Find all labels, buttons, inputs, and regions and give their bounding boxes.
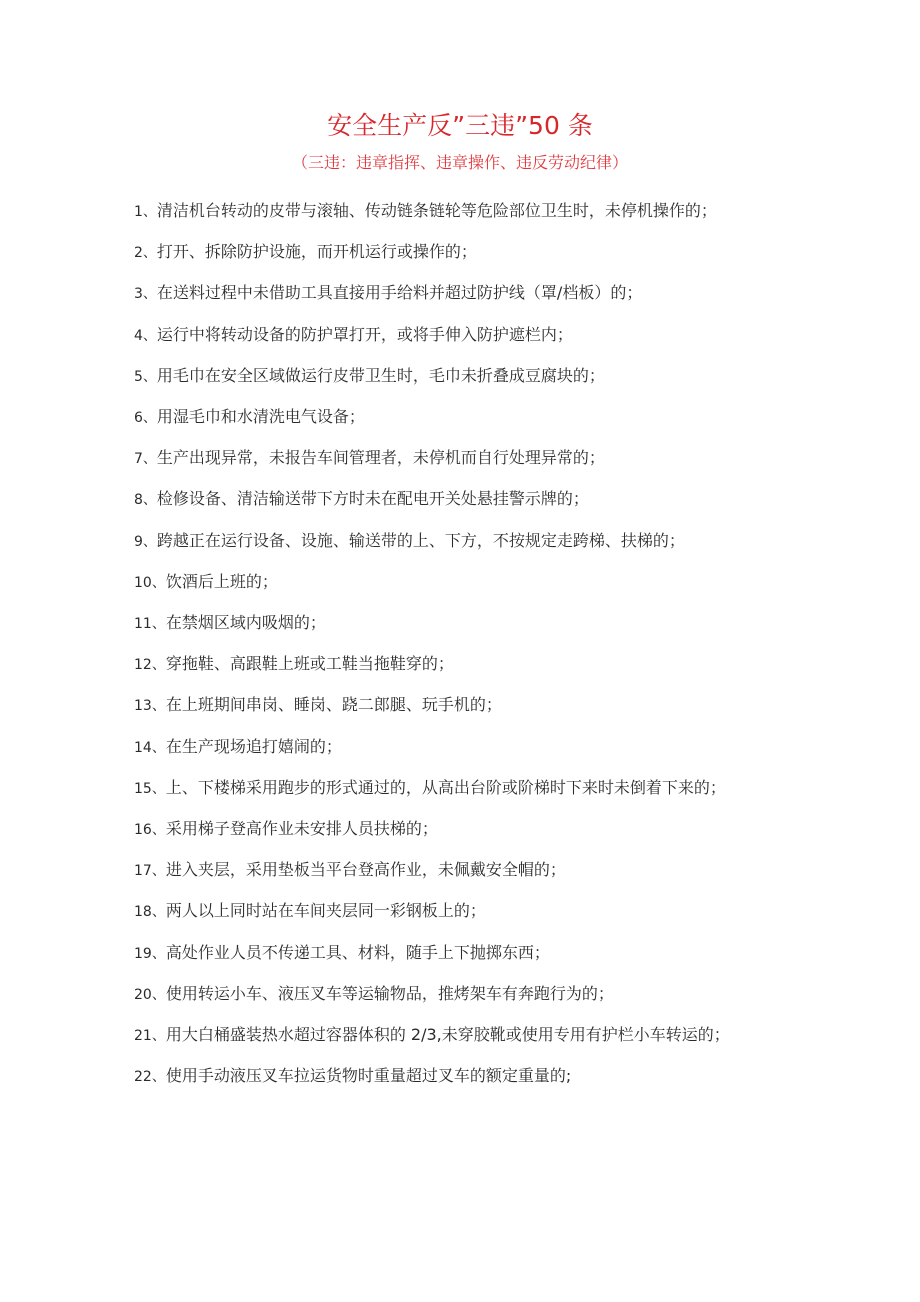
rule-number: 7、 bbox=[134, 451, 157, 468]
rule-item bbox=[60, 603, 780, 644]
rule-number: 12、 bbox=[134, 657, 166, 674]
rule-item bbox=[60, 438, 780, 479]
rule-text: 两人以上同时站在车间夹层同一彩钢板上的； bbox=[165, 901, 486, 921]
rule-number: 18、 bbox=[134, 904, 166, 921]
rule-item bbox=[60, 1015, 780, 1056]
rule-number: 11、 bbox=[134, 616, 166, 633]
rule-text: 饮酒后上班的； bbox=[165, 571, 278, 591]
rule-item bbox=[60, 1056, 780, 1097]
rule-text: 穿拖鞋、高跟鞋上班或工鞋当拖鞋穿的； bbox=[165, 654, 454, 674]
rule-number: 6、 bbox=[134, 410, 157, 427]
rule-item bbox=[60, 397, 780, 438]
rule-number: 20、 bbox=[134, 986, 166, 1003]
rule-number: 16、 bbox=[134, 822, 166, 839]
rule-text: 使用手动液压叉车拉运货物时重量超过叉车的额定重量的; bbox=[165, 1066, 572, 1086]
rule-number: 8、 bbox=[134, 492, 157, 509]
rule-text: 在送料过程中未借助工具直接用手给料并超过防护线（罩/档板）的； bbox=[156, 283, 643, 303]
rule-item bbox=[60, 273, 780, 314]
rule-text: 使用转运小车、液压叉车等运输物品，推烤架车有奔跑行为的； bbox=[165, 983, 614, 1003]
rule-text: 用湿毛巾和水清洗电气设备； bbox=[156, 407, 365, 427]
rule-number: 21、 bbox=[134, 1028, 166, 1045]
rule-item bbox=[60, 356, 780, 397]
rule-text: 清洁机台转动的皮带与滚轴、传动链条链轮等危险部位卫生时，未停机操作的； bbox=[156, 201, 717, 220]
rule-item bbox=[60, 809, 780, 850]
rule-text: 用大白桶盛装热水超过容器体积的 2/3,未穿胶靴或使用专用有护栏小车转运的； bbox=[165, 1025, 730, 1045]
rule-item bbox=[60, 191, 780, 232]
rule-number: 15、 bbox=[134, 780, 166, 797]
rule-number: 17、 bbox=[134, 863, 166, 880]
rule-item bbox=[60, 727, 780, 768]
rule-list bbox=[60, 191, 780, 1097]
rule-item bbox=[60, 521, 780, 562]
rule-item bbox=[60, 768, 780, 809]
rule-text: 上、下楼梯采用跑步的形式通过的，从高出台阶或阶梯时下来时未倒着下来的； bbox=[165, 777, 726, 797]
rule-item bbox=[60, 232, 780, 273]
rule-number: 4、 bbox=[134, 327, 157, 344]
rule-number: 10、 bbox=[134, 574, 166, 591]
rule-text: 打开、拆除防护设施，而开机运行或操作的； bbox=[156, 242, 477, 262]
rule-item bbox=[60, 974, 780, 1015]
document-title: 安全生产反”三违”50 条 bbox=[327, 111, 593, 140]
rule-text: 在禁烟区域内吸烟的； bbox=[165, 613, 326, 633]
rule-item bbox=[60, 850, 780, 891]
rule-number: 5、 bbox=[134, 368, 157, 385]
rule-number: 2、 bbox=[134, 245, 157, 262]
rule-text: 检修设备、清洁输送带下方时未在配电开关处悬挂警示牌的； bbox=[156, 489, 589, 509]
rule-number: 22、 bbox=[134, 1069, 166, 1086]
rule-text: 生产出现异常，未报告车间管理者，未停机而自行处理异常的； bbox=[156, 448, 605, 468]
rule-number: 13、 bbox=[134, 698, 166, 715]
rule-item bbox=[60, 315, 780, 356]
rule-item bbox=[60, 562, 780, 603]
rule-text: 用毛巾在安全区域做运行皮带卫生时，毛巾未折叠成豆腐块的； bbox=[156, 365, 605, 385]
rule-item bbox=[60, 891, 780, 932]
rule-number: 9、 bbox=[134, 533, 157, 550]
rule-number: 1、 bbox=[134, 204, 157, 220]
rule-text: 运行中将转动设备的防护罩打开，或将手伸入防护遮栏内； bbox=[156, 324, 573, 344]
rule-number: 3、 bbox=[134, 286, 157, 303]
rule-text: 采用梯子登高作业未安排人员扶梯的； bbox=[165, 819, 438, 839]
rule-text: 在生产现场追打嬉闹的； bbox=[165, 736, 342, 756]
rule-item bbox=[60, 479, 780, 520]
rule-text: 高处作业人员不传递工具、材料，随手上下抛掷东西； bbox=[165, 942, 550, 962]
rule-item bbox=[60, 644, 780, 685]
rule-item bbox=[60, 685, 780, 726]
document-subtitle: （三违：违章指挥、违章操作、违反劳动纪律） bbox=[291, 153, 628, 172]
rule-text: 跨越正在运行设备、设施、输送带的上、下方，不按规定走跨梯、扶梯的； bbox=[156, 530, 685, 550]
rule-number: 14、 bbox=[134, 739, 166, 756]
rule-text: 在上班期间串岗、睡岗、跷二郎腿、玩手机的； bbox=[165, 695, 502, 715]
rule-text: 进入夹层，采用垫板当平台登高作业，未佩戴安全帽的； bbox=[165, 860, 566, 880]
rule-number: 19、 bbox=[134, 945, 166, 962]
rule-item bbox=[60, 933, 780, 974]
